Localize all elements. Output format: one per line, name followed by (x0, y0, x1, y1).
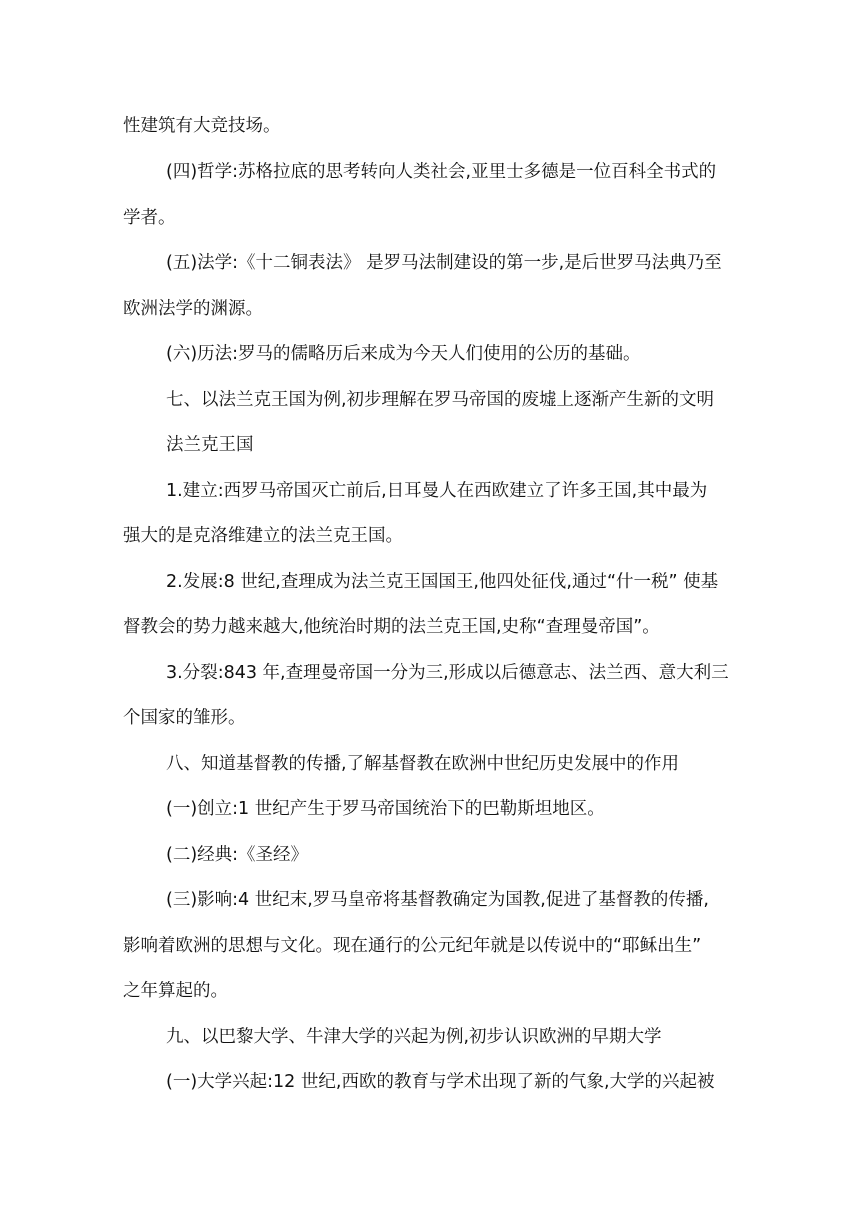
text-line: (六)历法:罗马的儒略历后来成为今天人们使用的公历的基础。 (166, 344, 641, 364)
text-line: 学者。 (123, 208, 176, 228)
text-line: (一)大学兴起:12 世纪,西欧的教育与学术出现了新的气象,大学的兴起被 (166, 1072, 715, 1092)
text-line: 影响着欧洲的思想与文化。现在通行的公元纪年就是以传说中的“耶稣出生” (123, 936, 702, 956)
text-line: 2.发展:8 世纪,查理成为法兰克王国国王,他四处征伐,通过“什一税” 使基 (166, 572, 719, 592)
text-line: (五)法学:《十二铜表法》 是罗马法制建设的第一步,是后世罗马法典乃至 (166, 253, 722, 273)
text-line: 强大的是克洛维建立的法兰克王国。 (123, 526, 403, 546)
text-line: 欧洲法学的渊源。 (123, 299, 263, 319)
text-line: 督教会的势力越来越大,他统治时期的法兰克王国,史称“查理曼帝国”。 (123, 617, 660, 637)
text-line: 之年算起的。 (123, 981, 228, 1001)
subheading: 法兰克王国 (166, 435, 254, 455)
section-heading: 七、以法兰克王国为例,初步理解在罗马帝国的废墟上逐渐产生新的文明 (166, 390, 715, 410)
text-line: 个国家的雏形。 (123, 708, 246, 728)
text-line: (三)影响:4 世纪末,罗马皇帝将基督教确定为国教,促进了基督教的传播, (166, 890, 709, 910)
text-line: (四)哲学:苏格拉底的思考转向人类社会,亚里士多德是一位百科全书式的 (166, 162, 717, 182)
text-line: 1.建立:西罗马帝国灭亡前后,日耳曼人在西欧建立了许多王国,其中最为 (166, 481, 708, 501)
text-line: 3.分裂:843 年,查理曼帝国一分为三,形成以后德意志、法兰西、意大利三 (166, 663, 729, 683)
section-heading: 八、知道基督教的传播,了解基督教在欧洲中世纪历史发展中的作用 (166, 754, 680, 774)
text-line: 性建筑有大竞技场。 (123, 116, 281, 136)
text-line: (二)经典:《圣经》 (166, 845, 309, 865)
text-line: (一)创立:1 世纪产生于罗马帝国统治下的巴勒斯坦地区。 (166, 799, 605, 819)
section-heading: 九、以巴黎大学、牛津大学的兴起为例,初步认识欧洲的早期大学 (166, 1027, 662, 1047)
